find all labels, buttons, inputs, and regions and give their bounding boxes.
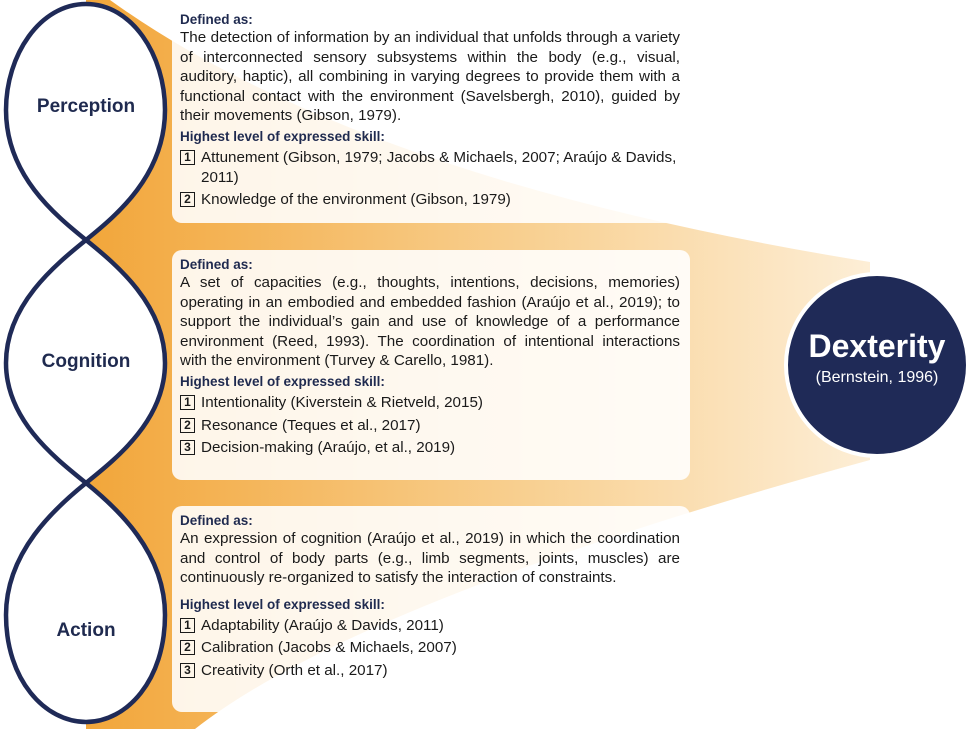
skill-heading: Highest level of expressed skill: (180, 596, 385, 612)
skill-text: Knowledge of the environment (Gibson, 1979) (201, 191, 511, 209)
dexterity-title: Dexterity (808, 328, 946, 364)
cognition-box (172, 250, 690, 480)
cognition-definition: A set of capacities (e.g., thoughts, intentions, decisions, memories) operating in an embodied and embedded fashion (Araújo et al., 2019); to support the individual’s gain and use of knowledge of a performance environment (Reed, 1993). The coordination of intentional interactions with the environment (Turvey & Carello, 1981). (180, 274, 680, 370)
cognition-skill-list (180, 393, 680, 458)
dexterity-citation: (Bernstein, 1996) (815, 369, 939, 386)
list-item (180, 416, 680, 436)
list-item (180, 661, 680, 681)
perception-skill-list (180, 148, 680, 210)
defined-as-heading: Defined as: (180, 513, 253, 528)
list-item (180, 393, 680, 413)
dexterity-circle (784, 272, 970, 458)
defined-as-heading: Defined as: (180, 12, 253, 27)
number-badge: 2 (180, 640, 195, 655)
skill-heading: Highest level of expressed skill: (180, 373, 385, 389)
number-badge: 1 (180, 395, 195, 410)
skill-text: Decision-making (Araújo, et al., 2019) (201, 439, 456, 457)
skill-text: Attunement (Gibson, 1979; Jacobs & Michaels, 2007; Araújo & Davids, 2011) (201, 148, 677, 186)
stage-label-perception: Perception (36, 96, 136, 117)
perception-definition: The detection of information by an individual that unfolds through a variety of interconnected sensory subsystems within the body (e.g., visual, auditory, haptic), all combining in varying degrees to provide them with a functional contact with the environment (Savelsbergh, 2010), guided by their movements (Gibson, 1979). (180, 29, 680, 125)
stage-label-cognition: Cognition (41, 351, 131, 372)
list-item (180, 616, 680, 636)
defined-as-heading: Defined as: (180, 257, 253, 272)
number-badge: 1 (180, 150, 195, 165)
skill-text: Adaptability (Araújo & Davids, 2011) (201, 616, 444, 634)
number-badge: 3 (180, 440, 195, 455)
number-badge: 1 (180, 618, 195, 633)
skill-text: Intentionality (Kiverstein & Rietveld, 2015) (201, 393, 483, 411)
stage-label-action: Action (56, 620, 116, 641)
action-skill-list (180, 616, 680, 681)
skill-text: Calibration (Jacobs & Michaels, 2007) (201, 639, 457, 657)
action-box (172, 506, 690, 712)
skill-heading: Highest level of expressed skill: (180, 128, 385, 144)
number-badge: 2 (180, 192, 195, 207)
list-item (180, 148, 680, 187)
perception-box (172, 5, 690, 223)
action-definition: An expression of cognition (Araújo et al., 2019) in which the coordination and control of body parts (e.g., limb segments, joints, muscles) are continuously re-organized to satisfy the interaction of constraints. (180, 530, 680, 587)
skill-text: Resonance (Teques et al., 2017) (201, 416, 421, 434)
list-item (180, 638, 680, 658)
number-badge: 2 (180, 418, 195, 433)
skill-text: Creativity (Orth et al., 2017) (201, 661, 388, 679)
list-item (180, 190, 680, 210)
number-badge: 3 (180, 663, 195, 678)
list-item (180, 438, 680, 458)
